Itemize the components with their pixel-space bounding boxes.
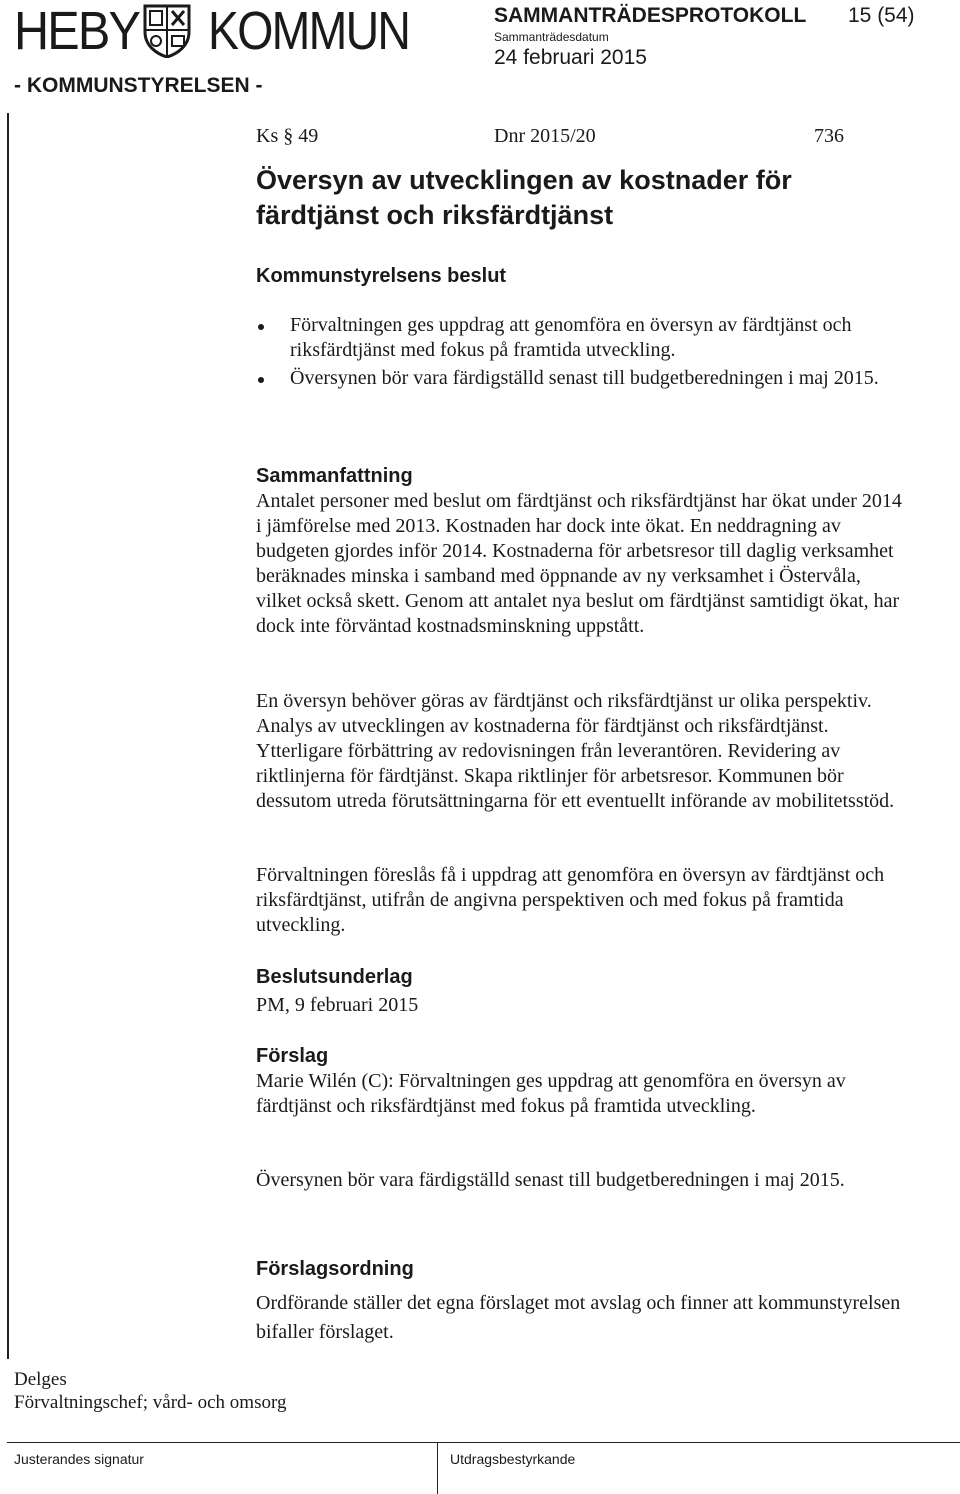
proposal-paragraph: Marie Wilén (C): Förvaltningen ges uppdrag att genomföra en översyn av färdtjänst och riksfärdtjänst med fokus på framtida utveckling. [256,1070,846,1117]
summary-heading: Sammanfattning [256,465,413,487]
case-code: 736 [814,125,844,147]
distribution-recipient: Förvaltningschef; vård- och omsorg [14,1392,287,1413]
bullet-icon [258,377,264,383]
signature-field-label: Justerandes signatur [14,1451,144,1467]
distribution [14,1368,286,1414]
municipal-crest-icon [139,2,195,58]
page-number: 15 (54) [848,4,915,27]
decision-item: Översynen bör vara färdigställd senast till budgetberedningen i maj 2015. [256,366,916,391]
meeting-date: 24 februari 2015 [494,46,647,69]
basis-heading: Beslutsunderlag [256,966,413,988]
logo-kommun: KOMMUN [208,1,410,61]
proposal-heading: Förslag [256,1045,329,1067]
distribution-label: Delges [14,1369,67,1390]
logo-heby: HEBY [14,1,140,61]
meeting-date-label: Sammanträdesdatum [494,30,609,44]
bullet-icon [258,324,264,330]
decision-heading: Kommunstyrelsens beslut [256,265,507,287]
protocol-title: SAMMANTRÄDESPROTOKOLL [494,4,807,27]
extract-field-label: Utdragsbestyrkande [450,1451,576,1467]
summary-paragraph: Förvaltningen föreslås få i uppdrag att genomföra en översyn av färdtjänst och riksfärdtjänst, utifrån de angivna perspektiven och med fokus på framtida utveckling. [256,864,885,936]
order-heading: Förslagsordning [256,1258,414,1280]
summary-paragraph: En översyn behöver göras av färdtjänst och riksfärdtjänst ur olika perspektiv. Analys av utvecklingen av kostnaderna för färdtjänst och riksfärdtjänst. Ytterligare förbättring av redovisningen från leverantören. Revidering av riktlinjerna för färdtjänst. Skapa riktlinjer för arbetsresor. Kommunen bör dessutom utreda förutsättningarna för ett eventuellt införande av mobilitetsstöd. [256,690,895,812]
footer-divider [7,1442,960,1443]
proposal-paragraph: Översynen bör vara färdigställd senast till budgetberedningen i maj 2015. [256,1169,845,1191]
order-text: Ordförande ställer det egna förslaget mot avslag och finner att kommunstyrelsen bifaller förslaget. [256,1292,901,1343]
decision-list [256,313,916,394]
margin-rule [7,113,9,1359]
diary-number: Dnr 2015/20 [494,125,596,147]
paragraph-number: Ks § 49 [256,125,319,147]
case-title: Översyn av utvecklingen av kostnader för färdtjänst och riksfärdtjänst [256,165,792,230]
footer-separator [437,1442,438,1494]
basis-text: PM, 9 februari 2015 [256,994,419,1016]
summary-paragraph: Antalet personer med beslut om färdtjänst och riksfärdtjänst har ökat under 2014 i jämförelse med 2013. Kostnaden har dock inte ökat. En neddragning av budgeten gjordes inför 2014. Kostnaderna för arbetsresor till daglig verksamhet beräknades minska i samband med öppnande av ny verksamhet i Östervåla, vilket också skett. Genom att antalet nya beslut om färdtjänst samtidigt ökat, har dock inte förväntad kostnadsminskning uppstått. [256,490,902,637]
organisation-name: - KOMMUNSTYRELSEN - [14,74,263,97]
decision-item: Förvaltningen ges uppdrag att genomföra en översyn av färdtjänst och riksfärdtjänst med fokus på framtida utveckling. [256,313,916,363]
